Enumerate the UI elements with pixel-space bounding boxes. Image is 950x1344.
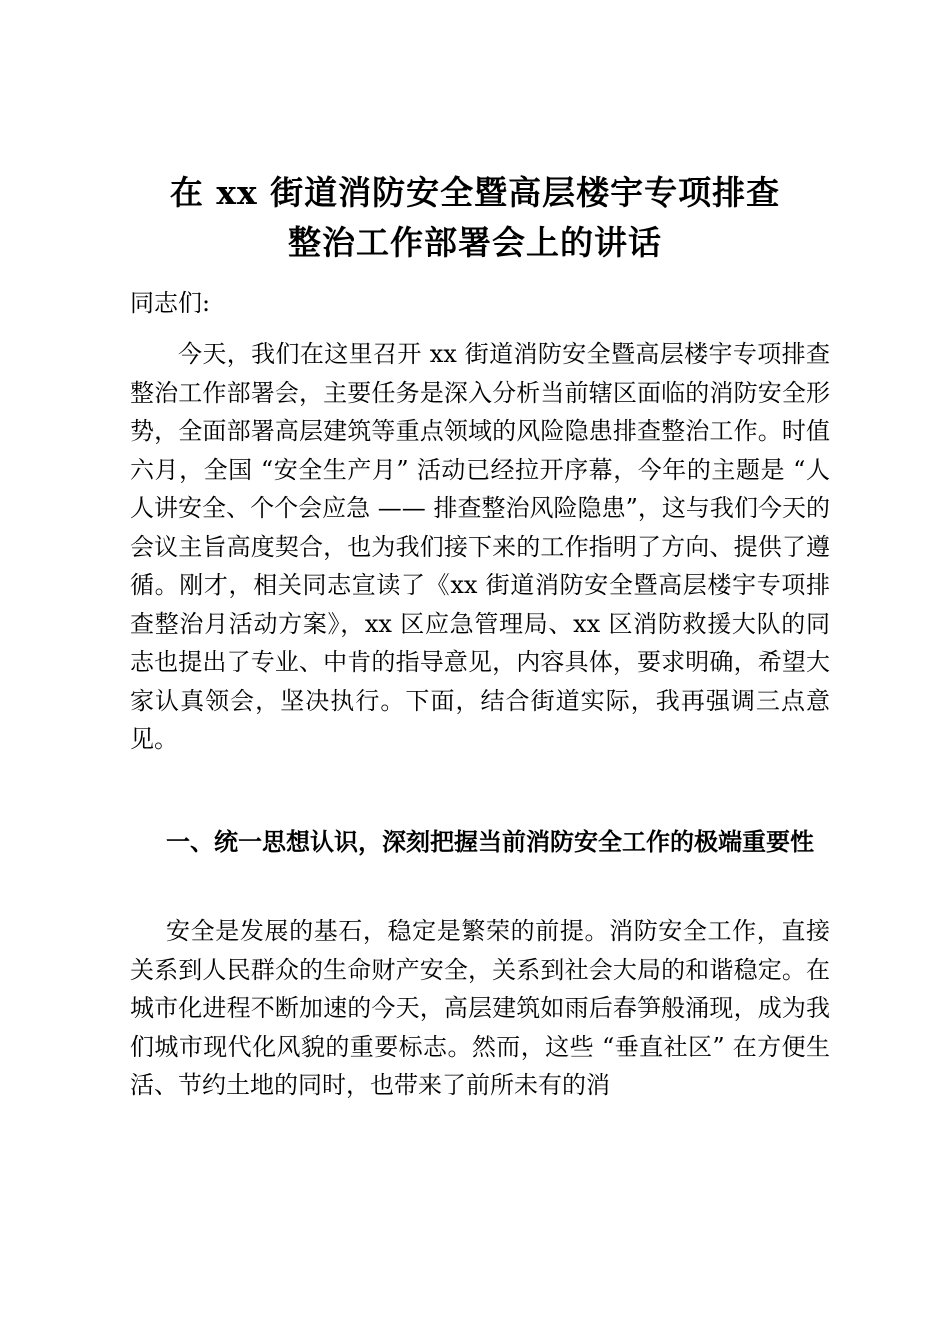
paragraph-intro: 今天，我们在这里召开 xx 街道消防安全暨高层楼宇专项排查整治工作部署会，主要任务是深入分析当前辖区面临的消防安全形势，全面部署高层建筑等重点领域的风险隐患排查整治工作。时值六月，全国 “安全生产月” 活动已经拉开序幕，今年的主题是 “人人讲安全、个个会应急 —— 排查整治风险隐患”，这与我们今天的会议主旨高度契合，也为我们接下来的工作指明了方向、提供了遵循。刚才，相关同志宣读了《xx 街道消防安全暨高层楼宇专项排查整治月活动方案》，xx 区应急管理局、xx 区消防救援大队的同志也提出了专业、中肯的指导意见，内容具体，要求明确，希望大家认真领会，坚决执行。下面，结合街道实际，我再强调三点意见。	[130, 340, 830, 753]
title-line-1: 在 xx 街道消防安全暨高层楼宇专项排查	[169, 173, 781, 212]
section-heading-1: 一、统一思想认识，深刻把握当前消防安全工作的极端重要性	[166, 827, 814, 856]
salutation: 同志们:	[130, 289, 211, 317]
document-title	[120, 168, 830, 268]
paragraph-section-1: 安全是发展的基石，稳定是繁荣的前提。消防安全工作，直接关系到人民群众的生命财产安全，关系到社会大局的和谐稳定。在城市化进程不断加速的今天，高层建筑如雨后春笋般涌现，成为我们城市现代化风貌的重要标志。然而，这些 “垂直社区” 在方便生活、节约土地的同时，也带来了前所未有的消	[130, 917, 830, 1099]
title-line-2: 整治工作部署会上的讲话	[288, 223, 662, 262]
